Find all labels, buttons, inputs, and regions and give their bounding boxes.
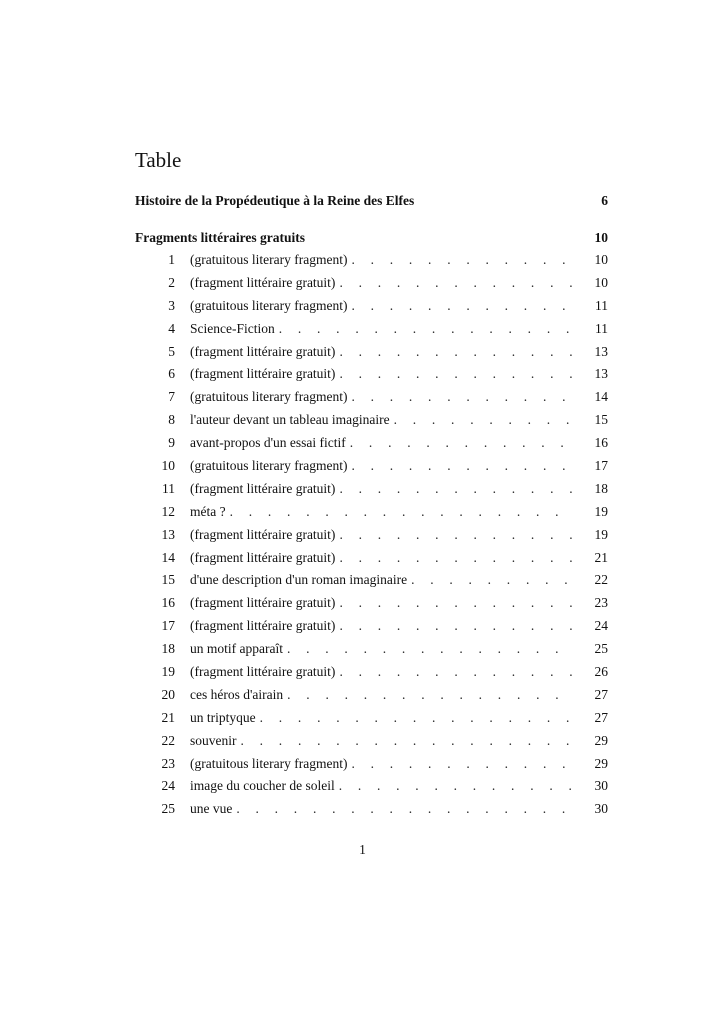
- dot-leader: [287, 638, 572, 661]
- dot-leader: [339, 363, 572, 386]
- toc-entry-number: 6: [168, 366, 175, 382]
- toc-entry-title: (fragment littéraire gratuit): [190, 547, 339, 570]
- toc-entry-page: 19: [594, 503, 608, 519]
- toc-entry[interactable]: [135, 592, 608, 615]
- dot-leader: [236, 798, 572, 821]
- toc-entry[interactable]: [135, 409, 608, 432]
- toc-entry-title: un triptyque: [190, 707, 260, 730]
- toc-entry-number: 5: [168, 343, 175, 359]
- dot-leader: [339, 661, 572, 684]
- dot-leader: [350, 432, 572, 455]
- toc-entry-number: 3: [168, 297, 175, 313]
- toc-entry[interactable]: [135, 730, 608, 753]
- dot-leader: [339, 272, 572, 295]
- toc-entry-title: (fragment littéraire gratuit): [190, 272, 339, 295]
- dot-leader: [241, 730, 573, 753]
- toc-entry-title: souvenir: [190, 730, 241, 753]
- toc-entry-title: (gratuitous literary fragment): [190, 753, 351, 776]
- toc-entry-number: 10: [161, 458, 175, 474]
- toc-entry[interactable]: [135, 432, 608, 455]
- toc-entry-page: 19: [594, 526, 608, 542]
- toc-entry[interactable]: [135, 363, 608, 386]
- toc-entry-title: (fragment littéraire gratuit): [190, 524, 339, 547]
- toc-entry-number: 24: [161, 778, 175, 794]
- toc-entry[interactable]: [135, 684, 608, 707]
- toc-part-page: 6: [601, 193, 608, 208]
- dot-leader: [230, 501, 572, 524]
- toc-title: Table: [135, 148, 182, 172]
- dot-leader: [351, 753, 572, 776]
- page-number: 1: [359, 842, 366, 857]
- toc-entry[interactable]: [135, 318, 608, 341]
- toc-entry-title: (fragment littéraire gratuit): [190, 363, 339, 386]
- dot-leader: [351, 455, 572, 478]
- dot-leader: [339, 547, 572, 570]
- toc-entry-page: 13: [594, 343, 608, 359]
- toc-entry-number: 4: [168, 320, 175, 336]
- toc-entry-page: 15: [594, 412, 608, 428]
- toc-entry-number: 2: [168, 274, 175, 290]
- dot-leader: [279, 318, 572, 341]
- toc-entry-number: 22: [161, 732, 175, 748]
- toc-entry-number: 17: [161, 618, 175, 634]
- toc-entry-title: ces héros d'airain: [190, 684, 287, 707]
- toc-entry-page: 29: [594, 732, 608, 748]
- toc-entry-title: un motif apparaît: [190, 638, 287, 661]
- toc-entry-number: 12: [161, 503, 175, 519]
- toc-entry[interactable]: [135, 341, 608, 364]
- toc-entry-page: 16: [594, 435, 608, 451]
- toc-entry-page: 17: [594, 458, 608, 474]
- toc-entry-title: avant-propos d'un essai fictif: [190, 432, 350, 455]
- toc-entry-number: 7: [168, 389, 175, 405]
- toc-entry-title: (fragment littéraire gratuit): [190, 478, 339, 501]
- dot-leader: [287, 684, 572, 707]
- toc-entry[interactable]: [135, 798, 608, 821]
- toc-entry[interactable]: [135, 272, 608, 295]
- dot-leader: [339, 478, 572, 501]
- toc-entry-number: 9: [168, 435, 175, 451]
- toc-entry-page: 11: [595, 320, 608, 336]
- dot-leader: [351, 295, 572, 318]
- toc-entry-number: 15: [161, 572, 175, 588]
- dot-leader: [339, 341, 572, 364]
- dot-leader: [339, 524, 572, 547]
- toc-entry-title: d'une description d'un roman imaginaire: [190, 569, 411, 592]
- toc-entry-page: 22: [594, 572, 608, 588]
- toc-entry-title: (fragment littéraire gratuit): [190, 592, 339, 615]
- toc-entry-title: (gratuitous literary fragment): [190, 249, 351, 272]
- toc-entry-page: 21: [594, 549, 608, 565]
- toc-entry-title: (gratuitous literary fragment): [190, 455, 351, 478]
- toc-entry[interactable]: [135, 615, 608, 638]
- toc-entry[interactable]: [135, 249, 608, 272]
- toc-entry-page: 24: [594, 618, 608, 634]
- toc-entry[interactable]: [135, 547, 608, 570]
- toc-entry-page: 30: [594, 801, 608, 817]
- toc-entry[interactable]: [135, 707, 608, 730]
- toc-entry-page: 10: [594, 252, 608, 267]
- dot-leader: [351, 249, 572, 272]
- dot-leader: [260, 707, 572, 730]
- toc-entry-page: 18: [594, 480, 608, 496]
- toc-entry[interactable]: [135, 661, 608, 684]
- toc-entry-number: 1: [168, 252, 175, 267]
- toc-entry-number: 23: [161, 755, 175, 771]
- toc-entry-number: 8: [168, 412, 175, 428]
- toc-entry-number: 25: [161, 801, 175, 817]
- toc-entry-page: 10: [594, 274, 608, 290]
- toc-entry[interactable]: [135, 386, 608, 409]
- toc-entry-page: 25: [594, 641, 608, 657]
- toc-part-page: 10: [594, 230, 608, 245]
- toc-entry-number: 20: [161, 686, 175, 702]
- toc-entry-title: image du coucher de soleil: [190, 775, 339, 798]
- toc-entry-page: 23: [594, 595, 608, 611]
- toc-entry-list: [135, 249, 608, 821]
- dot-leader: [339, 592, 572, 615]
- toc-part-histoire[interactable]: [135, 190, 608, 212]
- toc-entry[interactable]: [135, 455, 608, 478]
- toc-part-label: Fragments littéraires gratuits: [135, 230, 305, 245]
- dot-leader: [394, 409, 572, 432]
- dot-leader: [411, 569, 572, 592]
- toc-entry[interactable]: [135, 775, 608, 798]
- toc-entry-page: 14: [594, 389, 608, 405]
- toc-entry[interactable]: [135, 569, 608, 592]
- toc-entry-page: 13: [594, 366, 608, 382]
- toc-part-label: Histoire de la Propédeutique à la Reine des Elfes: [135, 193, 415, 208]
- toc-entry-page: 27: [594, 709, 608, 725]
- toc-part-fragments[interactable]: [135, 227, 608, 249]
- dot-leader: [351, 386, 572, 409]
- toc-entry[interactable]: [135, 295, 608, 318]
- toc-entry-title: (gratuitous literary fragment): [190, 386, 351, 409]
- toc-entry-page: 11: [595, 297, 608, 313]
- toc-entry[interactable]: [135, 478, 608, 501]
- toc-entry-title: (fragment littéraire gratuit): [190, 341, 339, 364]
- toc-entry-title: (fragment littéraire gratuit): [190, 615, 339, 638]
- toc-entry-page: 27: [594, 686, 608, 702]
- toc-entry[interactable]: [135, 638, 608, 661]
- toc-entry-number: 13: [161, 526, 175, 542]
- toc-entry-title: une vue: [190, 798, 236, 821]
- toc-entry[interactable]: [135, 753, 608, 776]
- toc-entry-number: 19: [161, 664, 175, 680]
- toc-entry-title: (fragment littéraire gratuit): [190, 661, 339, 684]
- toc-entry-title: l'auteur devant un tableau imaginaire: [190, 409, 394, 432]
- toc-entry-page: 26: [594, 664, 608, 680]
- toc-entry-number: 21: [161, 709, 175, 725]
- toc-entry-number: 14: [161, 549, 175, 565]
- dot-leader: [339, 615, 572, 638]
- toc-entry[interactable]: [135, 524, 608, 547]
- toc-entry-number: 16: [161, 595, 175, 611]
- toc-entry-page: 30: [594, 778, 608, 794]
- toc-entry-number: 18: [161, 641, 175, 657]
- toc-entry-title: méta ?: [190, 501, 230, 524]
- toc-entry-page: 29: [594, 755, 608, 771]
- toc-entry-number: 11: [162, 480, 175, 496]
- dot-leader: [339, 775, 572, 798]
- toc-entry[interactable]: [135, 501, 608, 524]
- toc-entry-title: (gratuitous literary fragment): [190, 295, 351, 318]
- toc-entry-title: Science-Fiction: [190, 318, 279, 341]
